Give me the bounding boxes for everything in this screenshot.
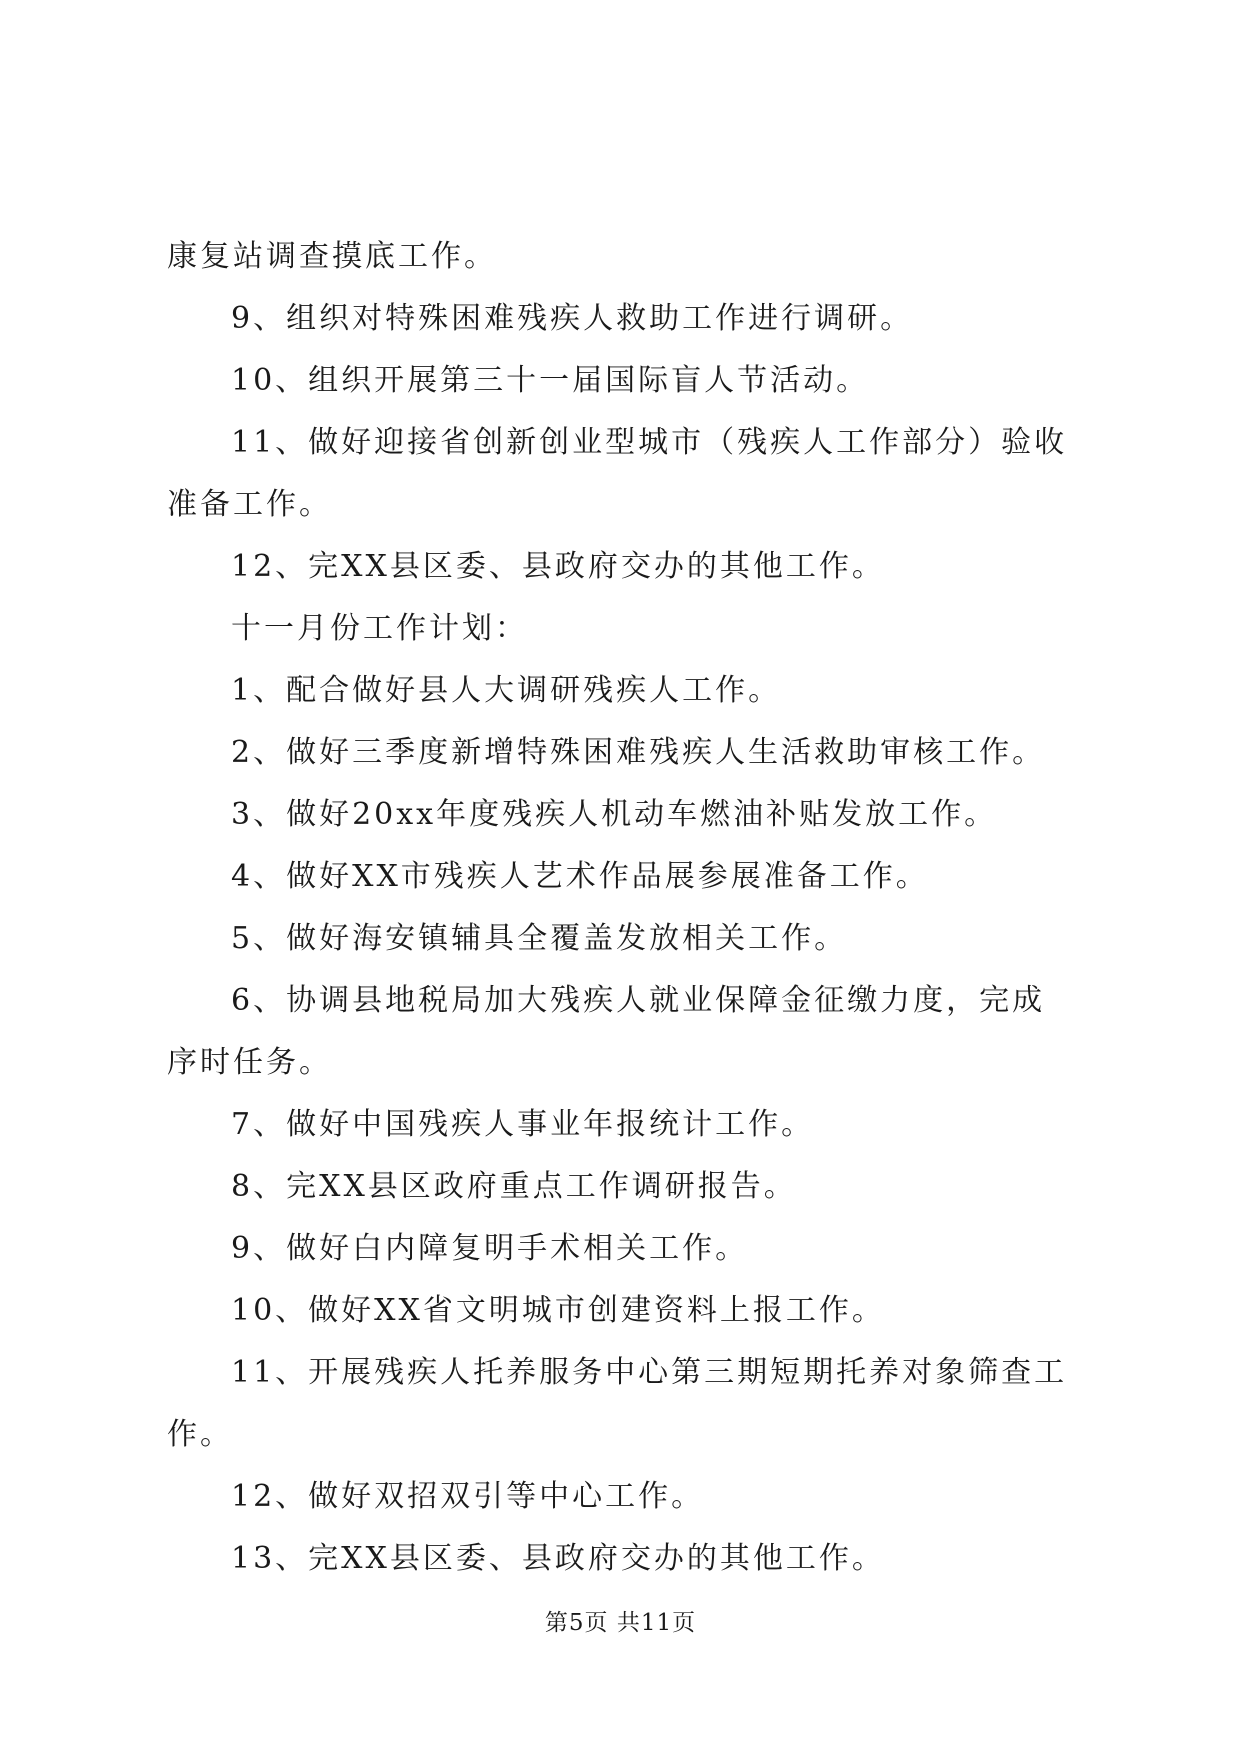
paragraph: 6、协调县地税局加大残疾人就业保障金征缴力度，完成序时任务。 — [167, 983, 1046, 1080]
paragraph: 13、完XX县区委、县政府交办的其他工作。 — [231, 1541, 885, 1576]
paragraph: 5、做好海安镇辅具全覆盖发放相关工作。 — [231, 921, 848, 956]
paragraph: 1、配合做好县人大调研残疾人工作。 — [231, 673, 782, 708]
paragraph: 8、完XX县区政府重点工作调研报告。 — [231, 1169, 797, 1204]
section-heading: 十一月份工作计划： — [231, 611, 528, 646]
paragraph: 9、做好白内障复明手术相关工作。 — [231, 1231, 749, 1266]
paragraph: 2、做好三季度新增特殊困难残疾人生活救助审核工作。 — [231, 735, 1046, 770]
paragraph: 3、做好20xx年度残疾人机动车燃油补贴发放工作。 — [231, 797, 998, 832]
paragraph: 10、做好XX省文明城市创建资料上报工作。 — [231, 1293, 885, 1328]
paragraph: 12、完XX县区委、县政府交办的其他工作。 — [231, 549, 885, 584]
document-body — [167, 226, 1077, 1590]
paragraph: 12、做好双招双引等中心工作。 — [231, 1479, 705, 1514]
page-number-footer: 第5页 共11页 — [544, 1610, 697, 1636]
paragraph: 4、做好XX市残疾人艺术作品展参展准备工作。 — [231, 859, 929, 894]
paragraph: 11、开展残疾人托养服务中心第三期短期托养对象筛查工作。 — [167, 1355, 1068, 1452]
paragraph: 9、组织对特殊困难残疾人救助工作进行调研。 — [231, 301, 914, 336]
paragraph: 康复站调查摸底工作。 — [167, 239, 497, 274]
paragraph: 7、做好中国残疾人事业年报统计工作。 — [231, 1107, 815, 1142]
paragraph: 11、做好迎接省创新创业型城市（残疾人工作部分）验收准备工作。 — [167, 425, 1068, 522]
paragraph: 10、组织开展第三十一届国际盲人节活动。 — [231, 363, 870, 398]
